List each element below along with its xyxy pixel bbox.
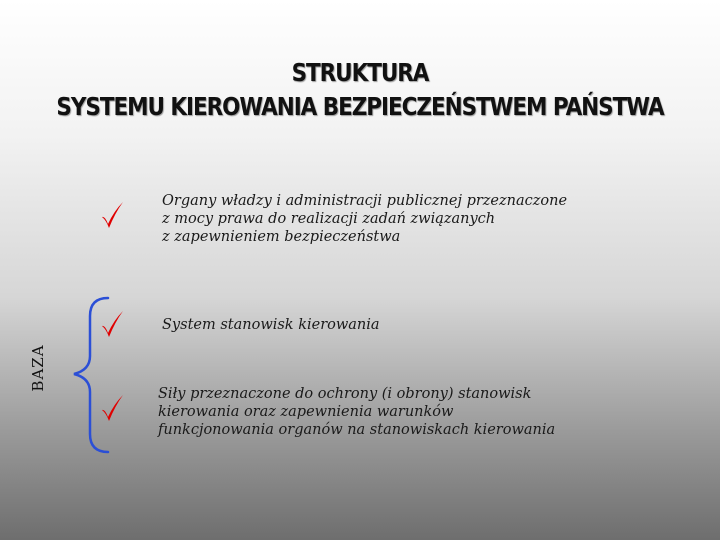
item-organy-line-3: z zapewnieniem bezpieczeństwa bbox=[162, 229, 401, 245]
item-sily-line-3: funkcjonowania organów na stanowiskach kierowania bbox=[158, 422, 556, 438]
item-organy-line-2: z mocy prawa do realizacji zadań związanych bbox=[162, 211, 496, 227]
item-organy bbox=[162, 192, 567, 246]
curly-brace-icon bbox=[64, 296, 112, 456]
item-system-line-1: System stanowisk kierowania bbox=[162, 317, 380, 333]
item-sily-line-2: kierowania oraz zapewnienia warunków bbox=[158, 404, 454, 420]
check-icon bbox=[98, 200, 128, 230]
side-label-baza: BAZA bbox=[29, 344, 47, 392]
title-line-2: SYSTEMU KIEROWANIA BEZPIECZEŃSTWEM PAŃSTWA bbox=[56, 92, 664, 121]
item-sily bbox=[158, 385, 555, 439]
item-sily-line-1: Siły przeznaczone do ochrony (i obrony) stanowisk bbox=[158, 386, 532, 402]
item-system bbox=[162, 316, 380, 334]
item-organy-line-1: Organy władzy i administracji publicznej przeznaczone bbox=[162, 193, 568, 209]
title-line-1: STRUKTURA bbox=[291, 58, 429, 87]
